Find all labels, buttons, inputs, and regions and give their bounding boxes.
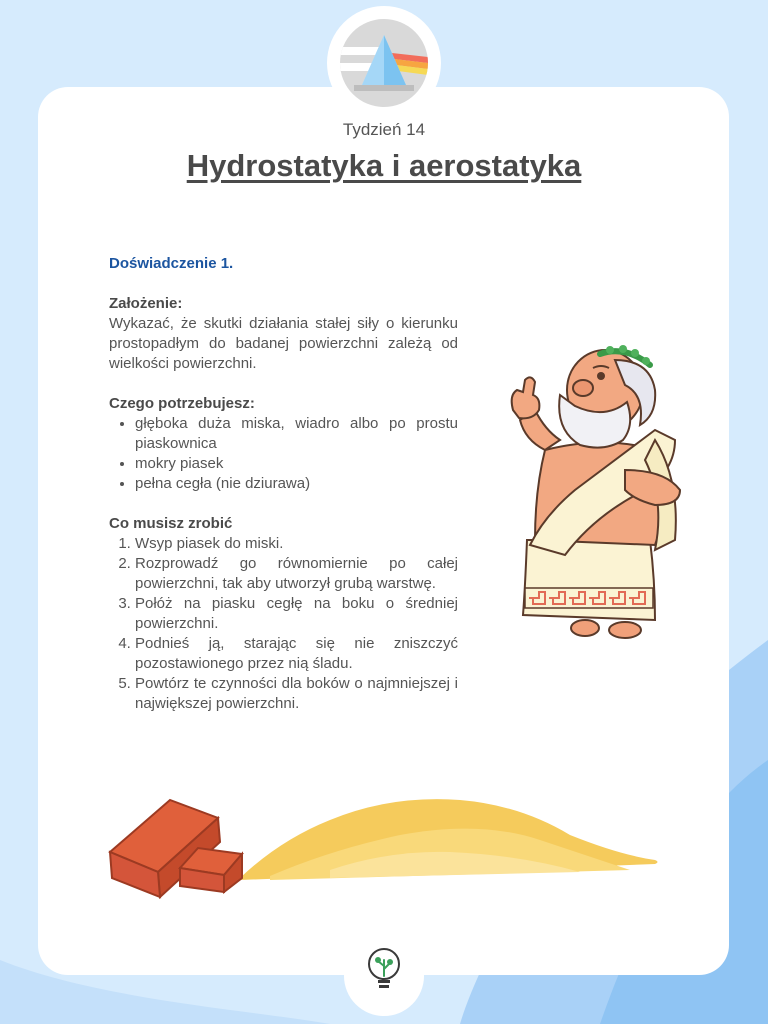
lightbulb-tree-icon xyxy=(344,936,424,1016)
list-item: 4. Podnieś ją, starając się nie zniszczyć pozostawionego przez nią śladu. xyxy=(135,634,458,674)
list-item: • pełna cegła (nie dziurawa) xyxy=(135,474,458,494)
bottom-badge xyxy=(344,936,424,1016)
list-item: 2. Rozprowadź go równomiernie po całej powierzchni, tak aby utworzył grubą warstwę. xyxy=(135,554,458,594)
steps-heading: Co musisz zrobić xyxy=(109,515,233,532)
materials-heading: Czego potrzebujesz: xyxy=(109,395,255,412)
list-item: • mokry piasek xyxy=(135,454,458,474)
materials-list xyxy=(109,414,458,494)
experiment-content xyxy=(109,254,458,714)
list-item: • głęboka duża miska, wiadro albo po prostu piaskownica xyxy=(135,414,458,454)
assumption-heading: Założenie: xyxy=(109,295,183,312)
list-item: 3. Połóż na piasku cegłę na boku o średniej powierzchni. xyxy=(135,594,458,634)
list-item: 5. Powtórz te czynności dla boków o najmniejszej i największej powierzchni. xyxy=(135,674,458,714)
top-badge xyxy=(327,6,441,120)
steps-list xyxy=(109,534,458,714)
page-title: Hydrostatyka i aerostatyka xyxy=(186,148,582,183)
week-label: Tydzień 14 xyxy=(342,120,426,139)
bricks-sand-illustration xyxy=(100,780,670,900)
assumption-text: Wykazać, że skutki działania stałej siły o kierunku prostopadłym do badanej powierzchni zależą od wielkości powierzchni. xyxy=(109,315,458,372)
experiment-heading: Doświadczenie 1. xyxy=(109,255,234,272)
list-item: 1. Wsyp piasek do miski. xyxy=(135,534,458,554)
philosopher-illustration xyxy=(505,340,695,645)
prism-icon xyxy=(340,19,428,107)
